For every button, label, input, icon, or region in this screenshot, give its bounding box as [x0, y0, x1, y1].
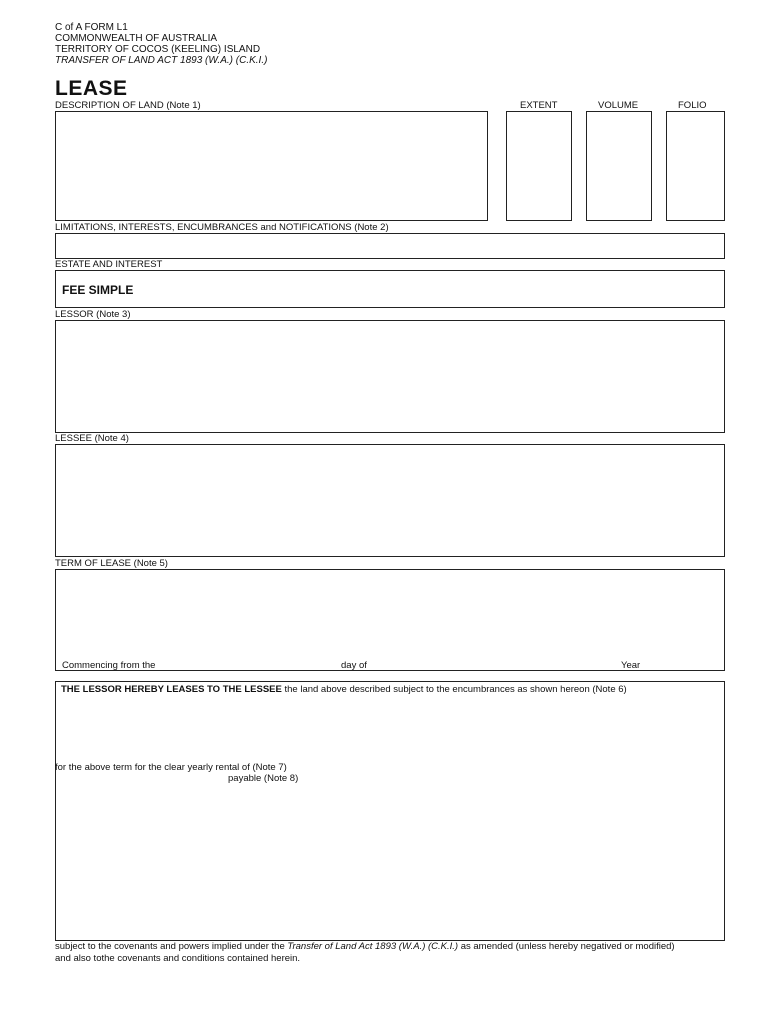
lease-clause-heading — [61, 684, 627, 695]
volume-label: VOLUME — [598, 100, 639, 111]
lease-clause-heading-rest: the land above described subject to the encumbrances as shown hereon (Note 6) — [281, 684, 627, 695]
limitations-label: LIMITATIONS, INTERESTS, ENCUMBRANCES and NOTIFICATIONS (Note 2) — [55, 222, 389, 233]
folio-label: FOLIO — [678, 100, 707, 111]
folio-field[interactable] — [666, 111, 725, 221]
lease-clause-field[interactable] — [55, 681, 725, 941]
description-field[interactable] — [55, 111, 488, 221]
lessor-field[interactable] — [55, 320, 725, 433]
extent-field[interactable] — [506, 111, 572, 221]
lessor-label: LESSOR (Note 3) — [55, 309, 131, 320]
extent-label: EXTENT — [520, 100, 558, 111]
footer-line1-post: as amended (unless hereby negatived or modified) — [458, 941, 675, 952]
payable-label: payable (Note 8) — [228, 773, 299, 784]
term-label: TERM OF LEASE (Note 5) — [55, 558, 168, 569]
footer-line1-pre: subject to the covenants and powers implied under the — [55, 941, 288, 952]
act-heading — [55, 55, 267, 66]
lessee-label: LESSEE (Note 4) — [55, 433, 129, 444]
day-of-label: day of — [341, 660, 367, 671]
footer-conditions-line: and also tothe covenants and conditions contained herein. — [55, 953, 301, 964]
lessee-field[interactable] — [55, 444, 725, 557]
commonwealth-heading: COMMONWEALTH OF AUSTRALIA — [55, 33, 218, 44]
lease-clause-heading-bold: THE LESSOR HEREBY LEASES TO THE LESSEE — [61, 684, 282, 695]
rental-label: for the above term for the clear yearly rental of (Note 7) — [55, 762, 287, 773]
footer-line1-act: Transfer of Land Act 1893 (W.A.) (C.K.I.) — [287, 941, 459, 952]
estate-value: FEE SIMPLE — [62, 283, 134, 297]
description-label: DESCRIPTION OF LAND (Note 1) — [55, 100, 201, 111]
act-heading-text: TRANSFER OF LAND ACT 1893 (W.A.) (C.K.I.) — [55, 55, 268, 66]
estate-field[interactable] — [55, 270, 725, 308]
commencing-label: Commencing from the — [62, 660, 156, 671]
year-label: Year — [621, 660, 641, 671]
territory-heading: TERRITORY OF COCOS (KEELING) ISLAND — [55, 44, 261, 55]
estate-label: ESTATE AND INTEREST — [55, 259, 163, 270]
footer-covenants-line — [55, 941, 675, 952]
term-field[interactable] — [55, 569, 725, 671]
page-title: LEASE — [55, 77, 128, 100]
volume-field[interactable] — [586, 111, 652, 221]
form-code: C of A FORM L1 — [55, 22, 128, 33]
limitations-field[interactable] — [55, 233, 725, 259]
